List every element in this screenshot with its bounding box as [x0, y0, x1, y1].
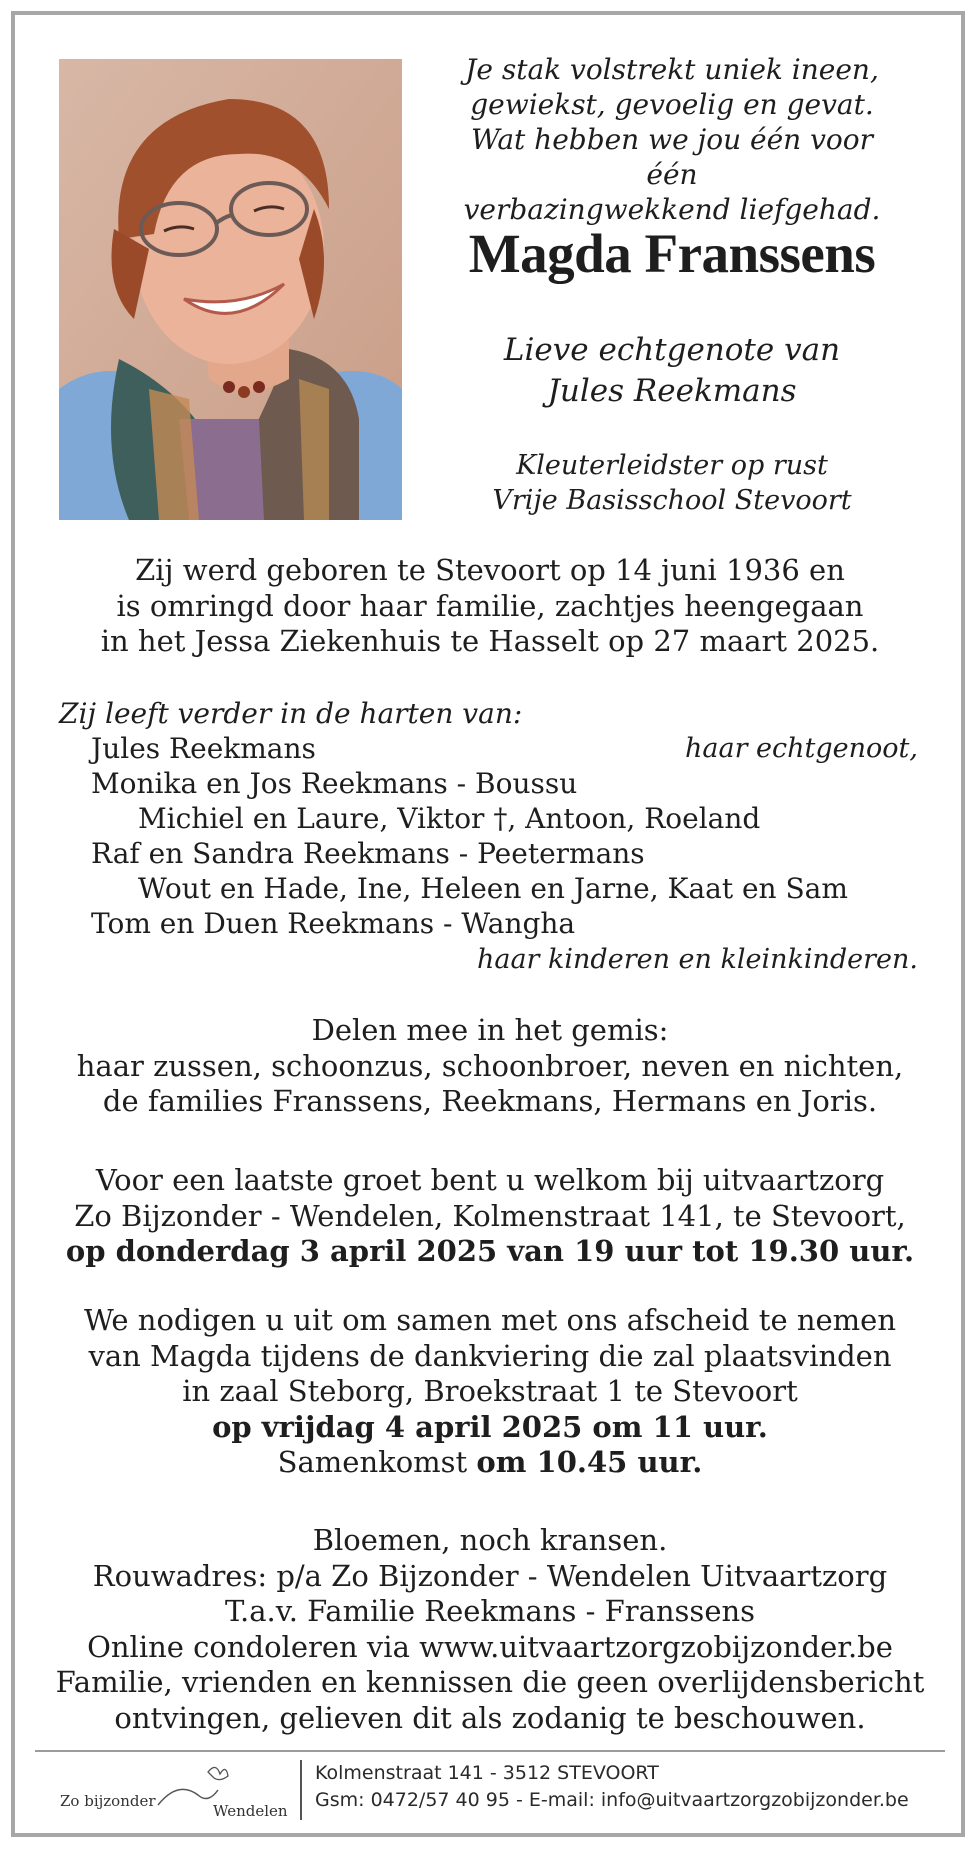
spouse-label: Lieve echtgenote van [503, 332, 841, 368]
text-line: Online condoleren via www.uitvaartzorgzobijzonder.be [87, 1629, 893, 1664]
text-line: in zaal Steborg, Broekstraat 1 te Stevoort [182, 1374, 798, 1408]
occupation-line: Vrije Basisschool Stevoort [492, 485, 852, 516]
spouse-role: haar echtgenoot, [684, 733, 918, 764]
gathering-time: Samenkomst om 10.45 uur. [277, 1445, 703, 1479]
footer-contact [315, 1760, 909, 1814]
survivor-line: Monika en Jos Reekmans - Boussu [91, 767, 578, 800]
survivor-line: Michiel en Laure, Viktor †, Antoon, Roeland [138, 802, 761, 835]
poem-line: Je stak volstrekt uniek ineen, [465, 53, 879, 86]
farewell-time: op donderdag 3 april 2025 van 19 uur tot 19.30 uur. [65, 1234, 915, 1268]
text-line: Zij werd geboren te Stevoort op 14 juni 1936 en [135, 553, 845, 587]
closing-paragraph [40, 1523, 940, 1736]
text-line: Familie, vrienden en kennissen die geen overlijdensbericht [55, 1665, 925, 1699]
poem-line: Wat hebben we jou één voor één [470, 123, 874, 191]
logo-text-right: Wendelen [213, 1802, 288, 1820]
poem-line: gewiekst, gevoelig en gevat. [470, 88, 874, 121]
text-line: Zo Bijzonder - Wendelen, Kolmenstraat 141, te Stevoort, [74, 1198, 906, 1233]
poem [452, 52, 892, 227]
service-paragraph [40, 1303, 940, 1481]
text-line: ontvingen, gelieven dit als zodanig te beschouwen. [114, 1700, 866, 1735]
occupation-line: Kleuterleidster op rust [516, 450, 828, 481]
text-line: is omringd door haar familie, zachtjes heengegaan [116, 588, 864, 623]
text-line: in het Jessa Ziekenhuis te Hasselt op 27 maart 2025. [100, 624, 880, 658]
service-time: op vrijdag 4 april 2025 om 11 uur. [212, 1409, 768, 1444]
spouse-line [452, 330, 892, 412]
text-line: We nodigen u uit om samen met ons afscheid te nemen [83, 1303, 897, 1337]
text-line: Bloemen, noch kransen. [312, 1523, 668, 1557]
survivor-spouse: Jules Reekmans [91, 732, 316, 765]
footer-phone-email: Gsm: 0472/57 40 95 - E-mail: info@uitvaartzorgzobijzonder.be [315, 1789, 909, 1811]
survivor-line: Tom en Duen Reekmans - Wangha [91, 907, 576, 940]
occupation [452, 448, 892, 518]
birth-death-paragraph [40, 553, 940, 660]
logo-text-left: Zo bijzonder [60, 1792, 156, 1810]
footer-vertical-divider [300, 1760, 302, 1820]
children-role: haar kinderen en kleinkinderen. [476, 944, 918, 975]
text-line: Voor een laatste groet bent u welkom bij uitvaartzorg [95, 1163, 885, 1197]
farewell-paragraph [40, 1163, 940, 1270]
text-line: de families Franssens, Reekmans, Hermans en Joris. [102, 1084, 878, 1118]
footer-divider [35, 1750, 945, 1752]
survivor-line: Raf en Sandra Reekmans - Peetermans [91, 837, 645, 870]
text-line: Rouwadres: p/a Zo Bijzonder - Wendelen Uitvaartzorg [92, 1558, 888, 1593]
text-line: haar zussen, schoonzus, schoonbroer, neven en nichten, [76, 1048, 904, 1083]
poem-line: verbazingwekkend liefgehad. [463, 193, 881, 226]
text-line: Delen mee in het gemis: [311, 1013, 669, 1047]
text-line: T.a.v. Familie Reekmans - Franssens [224, 1594, 756, 1628]
survivors-title: Zij leeft verder in de harten van: [59, 697, 523, 730]
text-line: van Magda tijdens de dankviering die zal plaatsvinden [88, 1338, 892, 1373]
portrait-photo [59, 59, 402, 520]
funeral-home-logo [58, 1760, 298, 1820]
mourning-paragraph [40, 1013, 940, 1120]
deceased-name: Magda Franssens [468, 223, 876, 284]
survivor-line: Wout en Hade, Ine, Heleen en Jarne, Kaat en Sam [138, 872, 848, 905]
spouse-name: Jules Reekmans [547, 373, 797, 409]
footer-address: Kolmenstraat 141 - 3512 STEVOORT [315, 1762, 659, 1784]
